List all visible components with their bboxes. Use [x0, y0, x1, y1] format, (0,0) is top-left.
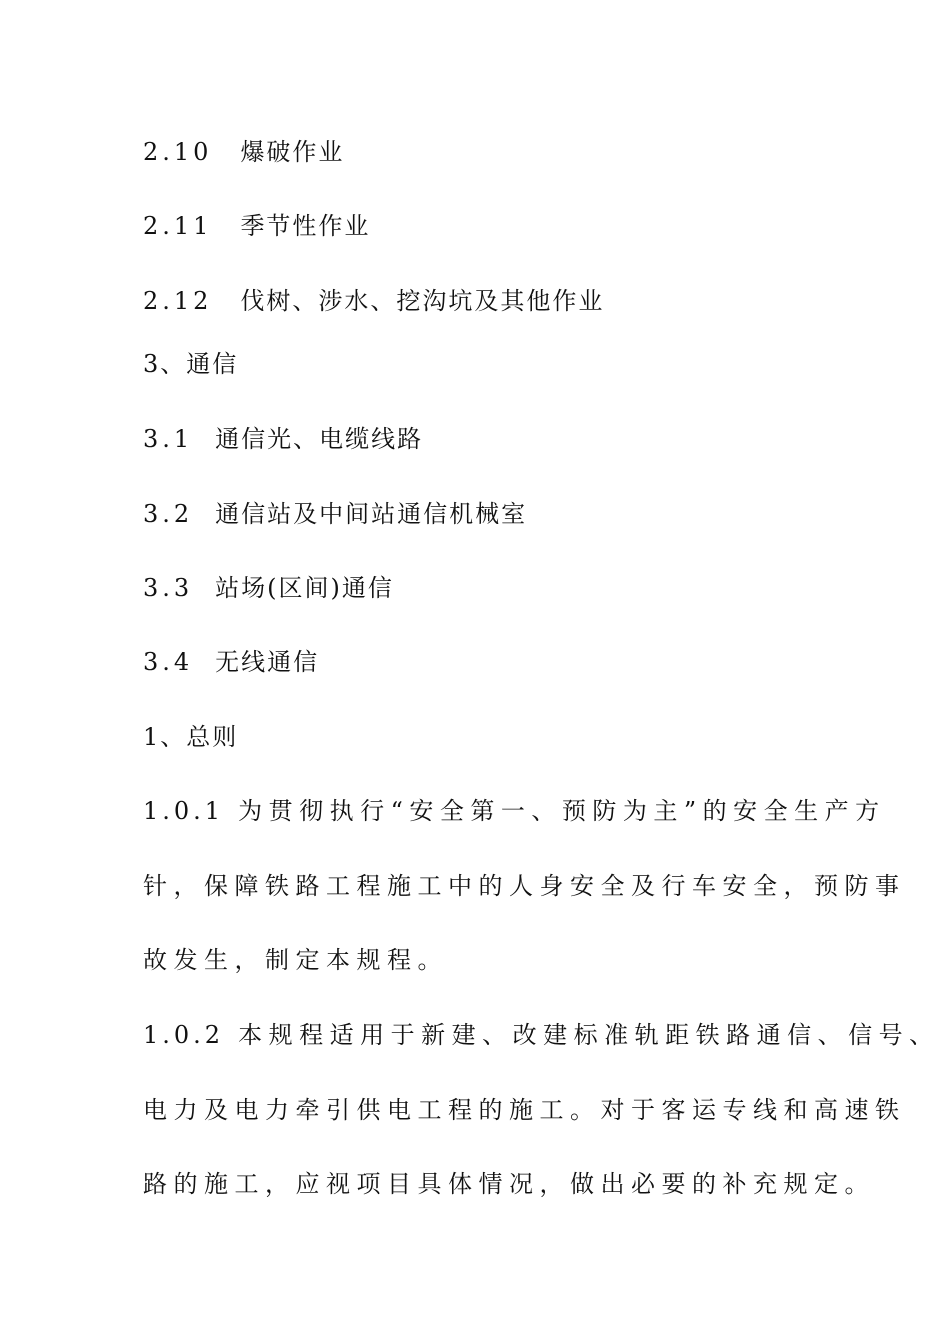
toc-number: 2.11	[143, 212, 213, 240]
toc-number: 3.1	[143, 425, 194, 453]
clause-number: 1.0.1	[143, 797, 225, 825]
toc-entry-3-1	[143, 424, 423, 454]
toc-title: 无线通信	[215, 648, 320, 676]
toc-number: 3.2	[143, 500, 194, 528]
clause-number: 1.0.2	[143, 1021, 225, 1049]
clause-1-0-1-line-3: 故发生，制定本规程。	[143, 946, 448, 974]
section-1-heading: 1、总则	[143, 723, 239, 751]
clause-1-0-2-line-2: 电力及电力牵引供电工程的施工。对于客运专线和高速铁	[143, 1096, 906, 1124]
toc-entry-3-4	[143, 647, 319, 677]
toc-title: 伐树、涉水、挖沟坑及其他作业	[240, 287, 605, 315]
toc-number: 2.10	[143, 138, 213, 166]
toc-title: 季节性作业	[240, 212, 371, 240]
toc-number: 2.12	[143, 287, 213, 315]
clause-1-0-2-line-3: 路的施工，应视项目具体情况，做出必要的补充规定。	[143, 1170, 875, 1198]
toc-entry-3-3	[143, 573, 394, 603]
toc-entry-2-10	[143, 137, 344, 167]
toc-number: 3.3	[143, 574, 194, 602]
toc-entry-2-11	[143, 211, 370, 241]
toc-title: 爆破作业	[240, 138, 345, 166]
toc-title: 通信光、电缆线路	[215, 425, 424, 453]
toc-title: 站场(区间)通信	[215, 574, 394, 602]
toc-entry-3-2	[143, 499, 527, 529]
clause-1-0-1-line-2: 针，保障铁路工程施工中的人身安全及行车安全，预防事	[143, 872, 906, 900]
clause-1-0-1-line-1	[143, 796, 886, 826]
toc-title: 通信站及中间站通信机械室	[215, 500, 528, 528]
toc-entry-2-12	[143, 286, 604, 316]
toc-number: 3.4	[143, 648, 194, 676]
clause-1-0-2-line-1	[143, 1020, 940, 1050]
clause-text: 本规程适用于新建、改建标准轨距铁路通信、信号、	[238, 1021, 940, 1049]
clause-text: 为贯彻执行“安全第一、预防为主”的安全生产方	[238, 797, 886, 825]
section-3-heading: 3、通信	[143, 350, 239, 378]
